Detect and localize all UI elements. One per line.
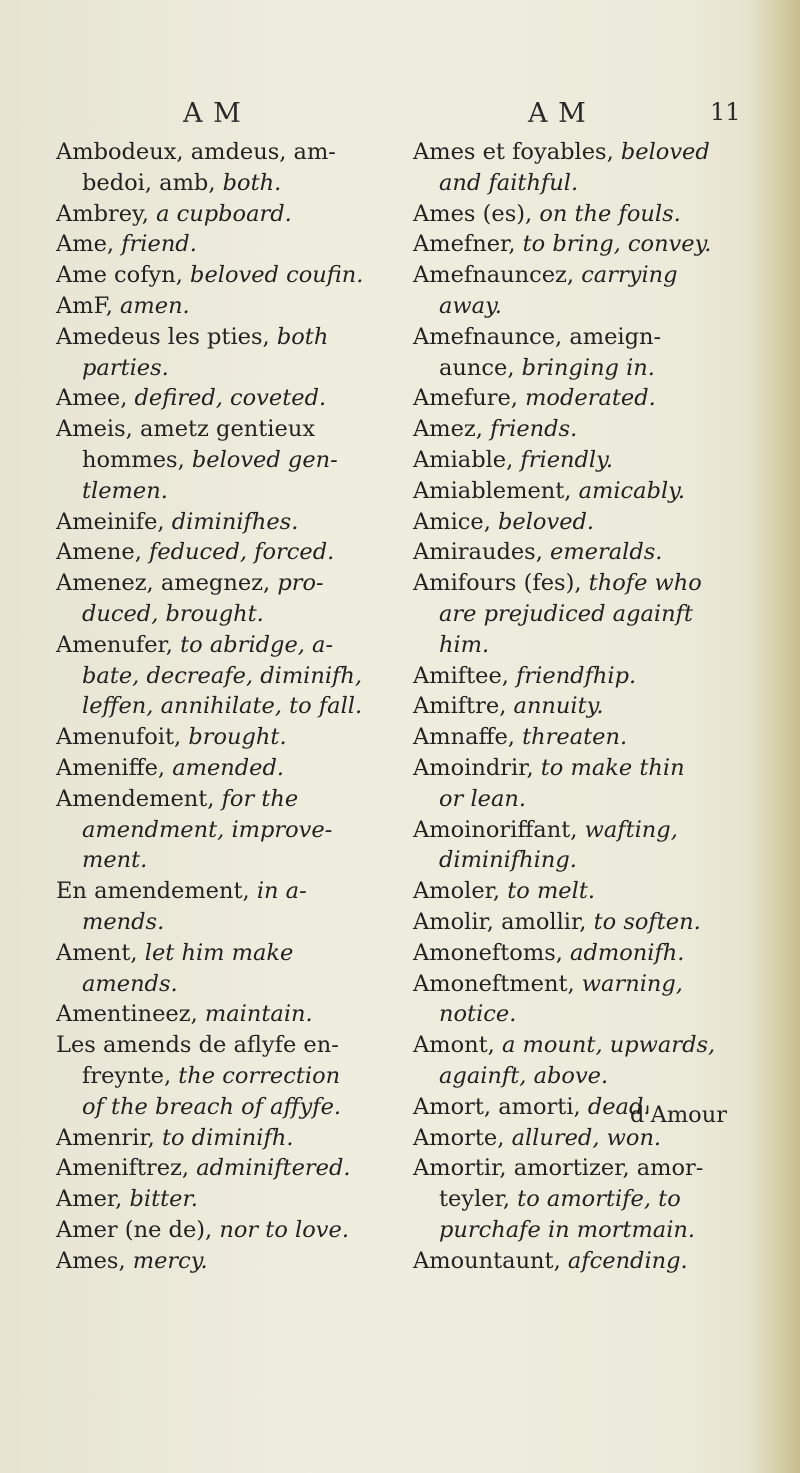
entry-definition: ment. <box>82 847 148 874</box>
entry-definition: pro- <box>277 570 324 597</box>
dictionary-entry <box>413 815 758 877</box>
entry-headword-line <box>413 385 656 411</box>
entry-headword-line <box>413 1155 703 1181</box>
entry-continuation-line <box>413 168 758 199</box>
entry-headword-line <box>413 262 678 288</box>
entry-headword-line <box>56 1032 339 1058</box>
entry-headword: Amenufoit, <box>56 724 189 751</box>
entry-definition: to amortife, to <box>517 1186 681 1213</box>
entry-headword: Amiftee, <box>413 662 517 689</box>
entry-headword-line <box>413 447 613 473</box>
entry-headword: teyler, <box>439 1186 518 1213</box>
entry-headword: Amiftre, <box>413 693 514 720</box>
entry-continuation-line <box>56 969 386 1000</box>
dictionary-entry <box>413 383 758 414</box>
entry-headword: Amoindrir, <box>413 754 541 781</box>
entry-definition: mends. <box>82 908 165 935</box>
entry-headword-line <box>413 201 681 227</box>
entry-headword: Amefure, <box>413 385 526 412</box>
dictionary-entry <box>56 938 386 1000</box>
dictionary-entry <box>56 999 386 1030</box>
entry-definition: annuity. <box>513 693 604 720</box>
entry-headword: En amendement, <box>56 878 257 905</box>
entry-headword: Ament, <box>56 939 145 966</box>
entry-headword-line <box>413 755 685 781</box>
entry-definition: adminiftered. <box>196 1155 351 1182</box>
entry-definition: bitter. <box>129 1186 198 1213</box>
entry-definition: diminifhes. <box>171 508 299 535</box>
entry-headword: Amorte, <box>413 1124 512 1151</box>
dictionary-entry <box>56 537 386 568</box>
dictionary-entry <box>413 691 758 722</box>
entry-definition: moderated. <box>525 385 656 412</box>
entry-definition: to melt. <box>507 878 596 905</box>
entry-headword: Amenrir, <box>56 1124 162 1151</box>
entry-definition: purchafe in mortmain. <box>439 1216 696 1243</box>
entry-headword-line <box>56 940 293 966</box>
entry-continuation-line <box>413 999 758 1030</box>
entry-headword: AmF, <box>56 292 120 319</box>
entry-definition: to abridge, a- <box>180 631 334 658</box>
dictionary-entry <box>56 1123 386 1154</box>
entry-headword-line <box>413 139 710 165</box>
entry-definition: friendly. <box>520 446 613 473</box>
dictionary-entry <box>413 661 758 692</box>
entry-headword: Amefner, <box>413 231 523 258</box>
entry-headword-line <box>56 632 333 658</box>
entry-headword-line <box>413 1248 688 1274</box>
entry-definition: beloved <box>620 139 710 165</box>
dictionary-entry <box>413 876 758 907</box>
dictionary-entry <box>56 322 386 384</box>
dictionary-entry <box>413 568 758 660</box>
entry-definition: in a- <box>256 878 307 905</box>
entry-definition: amends. <box>82 970 178 997</box>
entry-continuation-line <box>56 1092 386 1123</box>
page-number: 11 <box>710 98 741 126</box>
entry-headword-line <box>56 201 292 227</box>
entry-headword: Amenufer, <box>56 631 181 658</box>
entry-headword: Ambrey, <box>56 200 157 227</box>
entry-headword-line <box>413 539 662 565</box>
entry-headword-line <box>56 724 287 750</box>
left-column <box>56 137 386 1276</box>
entry-headword: Amer, <box>56 1186 130 1213</box>
entry-headword: Amez, <box>413 416 491 443</box>
entry-continuation-line <box>56 445 386 476</box>
entry-headword: Amedeus les pties, <box>56 323 277 350</box>
dictionary-entry <box>56 414 386 506</box>
entry-headword-line <box>56 570 324 596</box>
entry-headword-line <box>56 1155 351 1181</box>
entry-headword: Amiraudes, <box>413 539 551 566</box>
entry-headword: Amiable, <box>413 446 521 473</box>
entry-headword-line <box>56 878 307 904</box>
entry-definition: carrying <box>581 262 678 289</box>
entry-continuation-line <box>56 599 386 630</box>
entry-headword-line <box>56 1186 198 1212</box>
dictionary-entry <box>413 414 758 445</box>
entry-headword: Amendement, <box>56 785 222 812</box>
entry-headword: Ames, <box>56 1247 133 1274</box>
entry-headword: Amont, <box>413 1032 502 1059</box>
dictionary-entry <box>413 322 758 384</box>
entry-headword-line <box>413 1125 661 1151</box>
dictionary-entry <box>56 1246 386 1277</box>
dictionary-entry <box>413 445 758 476</box>
entry-headword-line <box>413 971 683 997</box>
entry-headword: Amene, <box>56 539 150 566</box>
entry-definition: or lean. <box>439 785 527 812</box>
entry-definition: beloved. <box>498 508 595 535</box>
entry-headword: Amountaunt, <box>413 1247 568 1274</box>
entry-headword-line <box>56 509 298 535</box>
entry-definition: bate, decreafe, diminifh, <box>82 662 363 689</box>
entry-definition: a mount, upwards, <box>501 1032 716 1059</box>
entry-headword-line <box>56 1248 208 1274</box>
entry-definition: both. <box>222 169 282 196</box>
entry-headword-line <box>413 570 702 596</box>
entry-definition: friendfhip. <box>516 662 637 689</box>
entry-headword: Ame cofyn, <box>56 262 191 289</box>
entry-headword-line <box>56 293 190 319</box>
entry-definition: parties. <box>82 354 169 381</box>
entry-headword-line <box>56 139 336 165</box>
entry-headword: Amefnauncez, <box>413 262 582 289</box>
entry-headword-line <box>56 539 334 565</box>
entry-definition: thofe who <box>588 570 702 597</box>
entry-headword: Amee, <box>56 385 135 412</box>
entry-headword: Amentineez, <box>56 1001 205 1028</box>
entry-definition: emeralds. <box>550 539 663 566</box>
entry-headword-line <box>413 693 604 719</box>
entry-continuation-line <box>413 784 758 815</box>
entry-definition: away. <box>439 292 502 319</box>
dictionary-entry <box>56 291 386 322</box>
entry-continuation-line <box>56 815 386 846</box>
entry-headword: Amolir, amollir, <box>413 908 594 935</box>
entry-continuation-line <box>56 353 386 384</box>
entry-definition: notice. <box>439 1001 517 1028</box>
entry-headword: Amort, amorti, <box>413 1093 588 1120</box>
entry-definition: the correction <box>178 1062 341 1089</box>
entry-headword: freynte, <box>82 1062 179 1089</box>
entry-definition: and faithful. <box>439 169 579 196</box>
entry-definition: defired, coveted. <box>134 385 327 412</box>
entry-headword: Les amends de aflyfe en- <box>56 1032 339 1059</box>
entry-definition: are prejudiced againft <box>439 600 693 627</box>
entry-continuation-line <box>413 1215 758 1246</box>
entry-headword-line <box>413 1094 651 1120</box>
entry-headword: Amenez, amegnez, <box>56 570 278 597</box>
entry-headword: Amefnaunce, ameign- <box>413 323 662 350</box>
entry-continuation-line <box>413 353 758 384</box>
entry-headword-line <box>413 478 685 504</box>
entry-definition: him. <box>439 631 490 658</box>
entry-headword: Amortir, amortizer, amor- <box>413 1155 704 1182</box>
dictionary-entry <box>413 537 758 568</box>
entry-continuation-line <box>56 168 386 199</box>
entry-definition: maintain. <box>204 1001 313 1028</box>
entry-continuation-line <box>56 907 386 938</box>
entry-definition: threaten. <box>522 724 628 751</box>
entry-headword-line <box>413 663 636 689</box>
entry-continuation-line <box>56 691 386 722</box>
entry-headword: Amiablement, <box>413 477 579 504</box>
entry-headword-line <box>413 940 684 966</box>
entry-headword: Ames et foyables, <box>413 139 621 165</box>
entry-headword-line <box>413 324 661 350</box>
entry-headword-line <box>413 878 595 904</box>
dictionary-entry <box>413 1030 758 1092</box>
entry-definition: amen. <box>120 292 190 319</box>
entry-definition: admonifh. <box>570 939 685 966</box>
entry-continuation-line <box>413 630 758 661</box>
entry-definition: diminifhing. <box>439 847 577 874</box>
entry-headword: hommes, <box>82 446 192 473</box>
dictionary-entry <box>413 199 758 230</box>
entry-headword-line <box>413 817 678 843</box>
entry-headword: Ameniftrez, <box>56 1155 197 1182</box>
entry-continuation-line <box>413 1061 758 1092</box>
dictionary-entry <box>56 1184 386 1215</box>
dictionary-entry <box>56 260 386 291</box>
entry-definition: for the <box>221 785 299 812</box>
dictionary-entry <box>56 1215 386 1246</box>
entry-continuation-line <box>56 476 386 507</box>
entry-definition: to diminifh. <box>161 1124 294 1151</box>
entry-headword-line <box>56 786 298 812</box>
catchword: d'Amour <box>630 1102 727 1128</box>
dictionary-entry <box>56 507 386 538</box>
entry-definition: of the breach of affyfe. <box>82 1093 342 1120</box>
dictionary-entry <box>413 260 758 322</box>
entry-headword: aunce, <box>439 354 522 381</box>
dictionary-entry <box>413 969 758 1031</box>
entry-definition: on the fouls. <box>539 200 681 227</box>
entry-definition: warning, <box>581 970 683 997</box>
entry-headword: Amice, <box>413 508 499 535</box>
entry-definition: againft, above. <box>439 1062 609 1089</box>
entry-headword: Ameis, ametz gentieux <box>56 416 316 443</box>
entry-definition: friends. <box>490 416 578 443</box>
entry-headword-line <box>56 385 326 411</box>
entry-headword: Ame, <box>56 231 122 258</box>
entry-headword-line <box>56 324 328 350</box>
dictionary-entry <box>56 753 386 784</box>
entry-continuation-line <box>413 845 758 876</box>
entry-definition: amicably. <box>578 477 686 504</box>
entry-definition: to make thin <box>540 754 685 781</box>
dictionary-entry <box>413 507 758 538</box>
dictionary-entry <box>56 1153 386 1184</box>
entry-definition: dead. <box>587 1093 651 1120</box>
entry-definition: allured, won. <box>511 1124 662 1151</box>
entry-headword-line <box>56 231 197 257</box>
entry-continuation-line <box>413 599 758 630</box>
entry-headword: Ameinife, <box>56 508 172 535</box>
entry-headword: Amifours (fes), <box>413 570 589 597</box>
entry-definition: to bring, convey. <box>522 231 712 258</box>
dictionary-entry <box>56 229 386 260</box>
dictionary-entry <box>413 1246 758 1277</box>
dictionary-entry <box>413 229 758 260</box>
entry-headword-line <box>413 509 594 535</box>
entry-definition: leffen, annihilate, to fall. <box>82 693 363 720</box>
entry-headword: Ambodeux, amdeus, am- <box>56 139 336 165</box>
entry-headword-line <box>413 416 577 442</box>
entry-definition: beloved gen- <box>191 446 338 473</box>
dictionary-entry <box>56 568 386 630</box>
entry-definition: tlemen. <box>82 477 168 504</box>
entry-definition: to soften. <box>593 908 701 935</box>
entry-continuation-line <box>56 661 386 692</box>
entry-headword: Amoneftment, <box>413 970 582 997</box>
dictionary-entry <box>56 199 386 230</box>
entry-headword: Amnaffe, <box>413 724 523 751</box>
entry-definition: beloved coufin. <box>190 262 364 289</box>
dictionary-entry <box>56 876 386 938</box>
dictionary-entry <box>56 383 386 414</box>
entry-headword-line <box>56 1217 349 1243</box>
entry-headword-line <box>413 724 627 750</box>
entry-definition: brought. <box>188 724 287 751</box>
entry-headword-line <box>413 909 701 935</box>
entry-definition: friend. <box>121 231 197 258</box>
right-running-head: A M <box>528 98 587 129</box>
dictionary-entry <box>56 137 386 199</box>
entry-headword-line <box>56 416 315 442</box>
entry-headword: bedoi, amb, <box>82 169 223 196</box>
entry-headword: Ameniffe, <box>56 754 173 781</box>
entry-definition: duced, brought. <box>82 600 264 627</box>
entry-continuation-line <box>56 845 386 876</box>
entry-definition: let him make <box>144 939 294 966</box>
entry-headword-line <box>56 1001 313 1027</box>
dictionary-entry <box>413 753 758 815</box>
dictionary-entry <box>413 938 758 969</box>
dictionary-entry <box>413 137 758 199</box>
entry-headword-line <box>413 1032 715 1058</box>
entry-headword-line <box>56 1125 293 1151</box>
entry-definition: feduced, forced. <box>149 539 335 566</box>
entry-headword: Amoinoriffant, <box>413 816 585 843</box>
entry-definition: amendment, improve- <box>82 816 333 843</box>
entry-continuation-line <box>413 291 758 322</box>
entry-headword: Amoneftoms, <box>413 939 571 966</box>
entry-definition: bringing in. <box>521 354 655 381</box>
entry-headword-line <box>56 755 284 781</box>
entry-definition: wafting, <box>584 816 678 843</box>
dictionary-entry <box>413 907 758 938</box>
entry-continuation-line <box>413 1184 758 1215</box>
dictionary-entry <box>56 1030 386 1122</box>
entry-headword: Amoler, <box>413 878 508 905</box>
entry-definition: both <box>276 323 329 350</box>
entry-headword: Ames (es), <box>413 200 540 227</box>
dictionary-entry <box>56 784 386 876</box>
entry-definition: nor to love. <box>219 1216 349 1243</box>
entry-headword: Amer (ne de), <box>56 1216 220 1243</box>
left-running-head: A M <box>183 98 242 129</box>
dictionary-entry <box>56 630 386 722</box>
entry-definition: amended. <box>172 754 285 781</box>
entry-definition: a cupboard. <box>156 200 292 227</box>
dictionary-entry <box>413 476 758 507</box>
entry-headword-line <box>56 262 363 288</box>
entry-definition: mercy. <box>132 1247 208 1274</box>
dictionary-entry <box>413 722 758 753</box>
dictionary-entry <box>56 722 386 753</box>
entry-headword-line <box>413 231 711 257</box>
entry-continuation-line <box>56 1061 386 1092</box>
entry-definition: afcending. <box>567 1247 688 1274</box>
dictionary-entry <box>413 1153 758 1245</box>
